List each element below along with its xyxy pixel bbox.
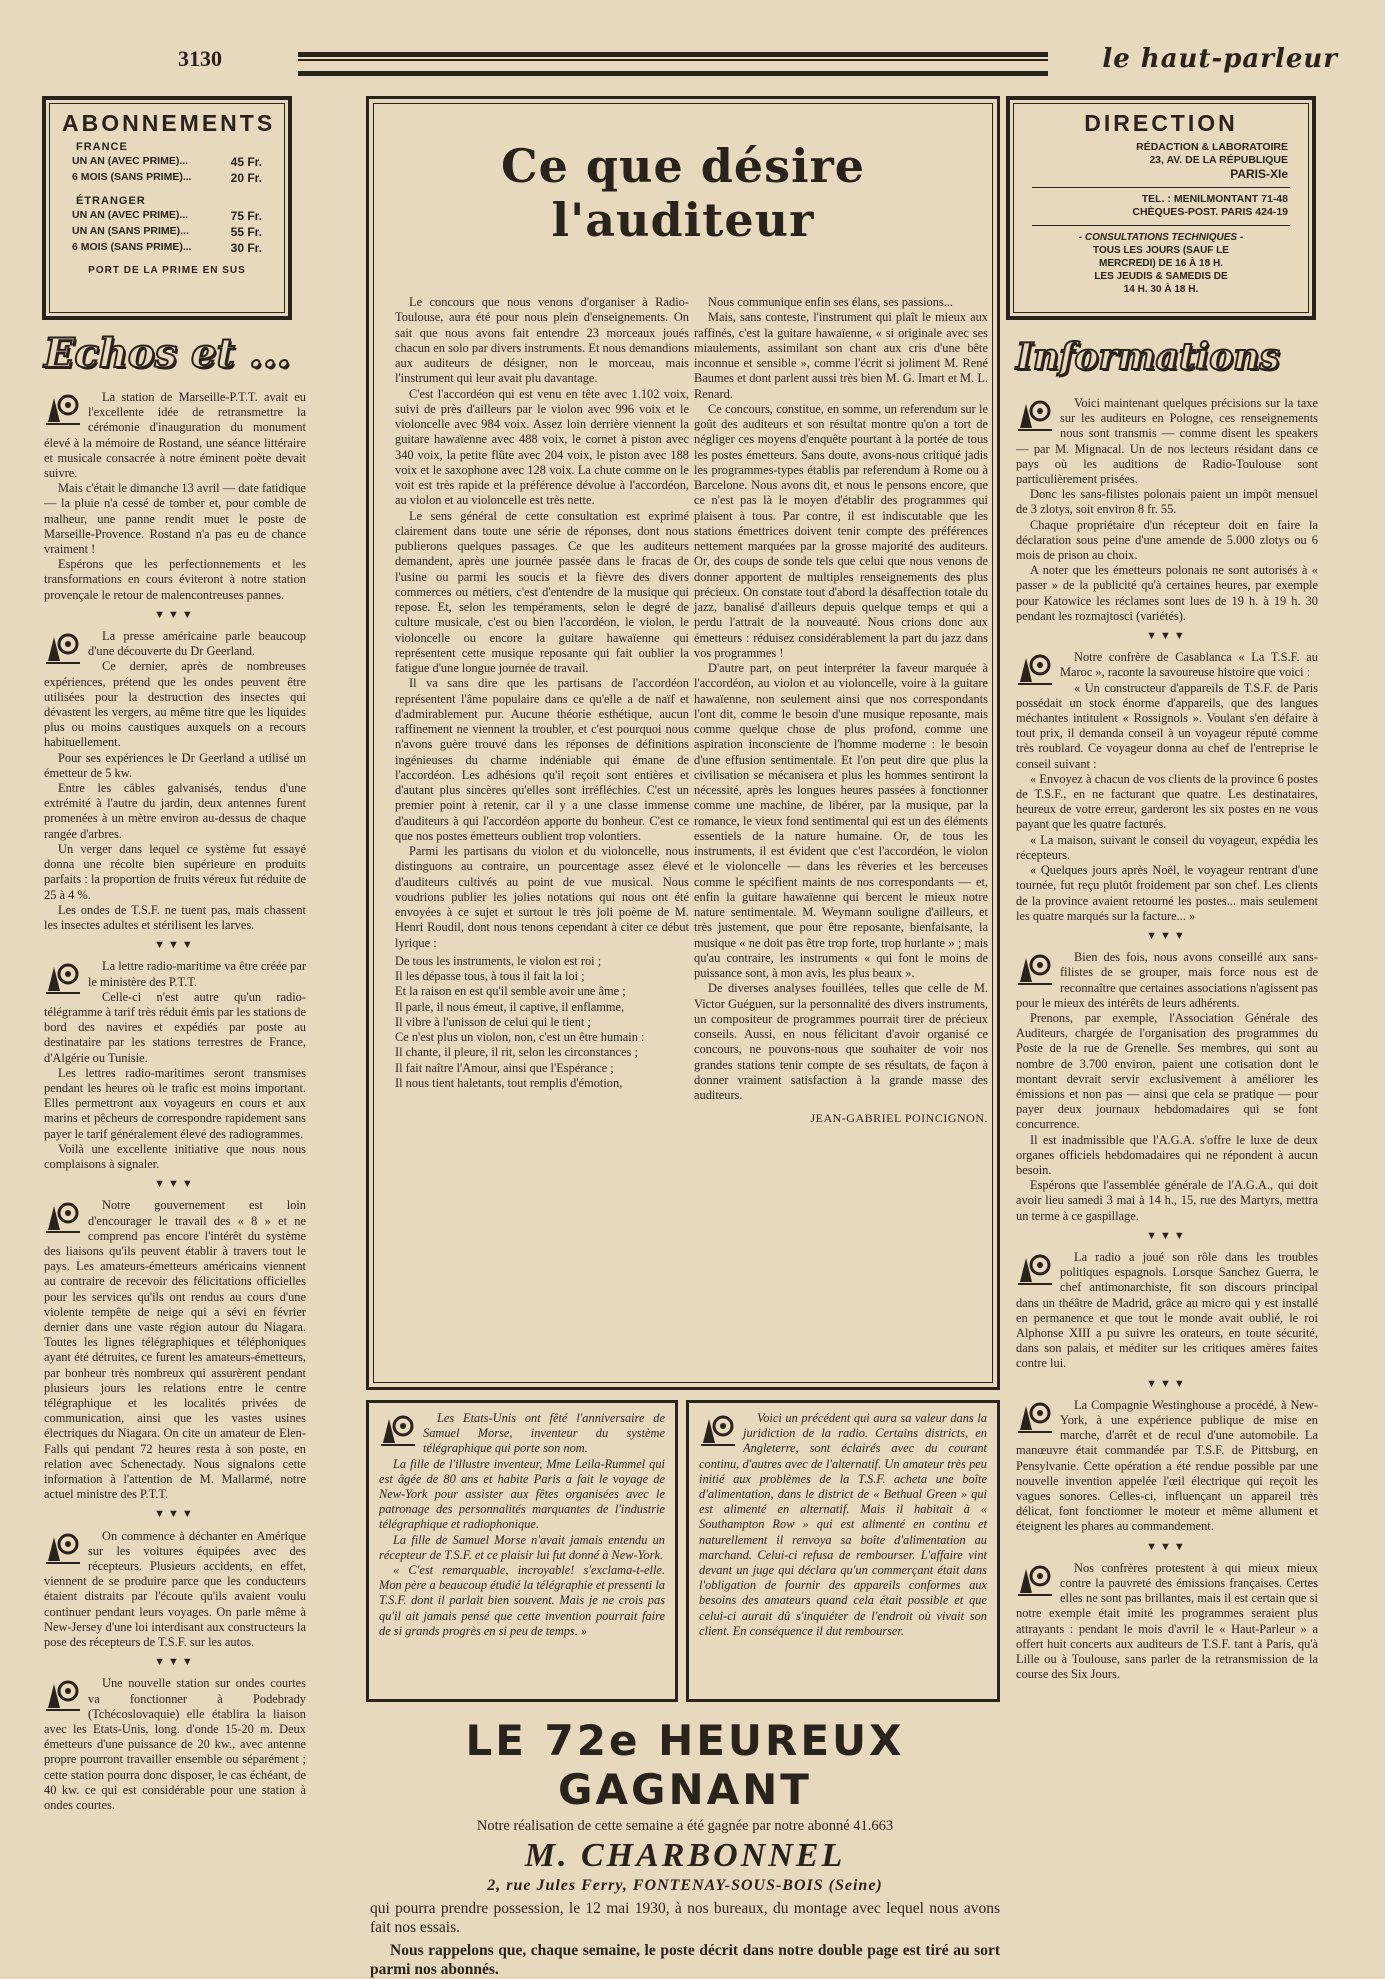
paragraph: Voici un précédent qui aura sa valeur dans la juridiction de la radio. Certains districts, en Angleterre, sont éclairés avec du courant continu, d'autres avec de l'alternatif. Un amateur très peu initié aux problèmes de la T.S.F. acheta une boîte d'alimentation, dans le district de « Bethual Green » qui est alimenté en alternatif. Mais il habitait à « Southampton Row » qui est alimenté en continu et naturellement il renvoya sa boîte d'alimentation au marchand. Celui-ci refusa de rembourser. L'affaire vint devant un juge qui déclara qu'un commerçant était dans l'obligation de fournir des appareils conformes aux besoins des amateurs quand cela était possible et que celui-ci aurait dû s'inquiéter de l'endroit où vivait son client. En conséquence il dut rembourser. — [699, 1411, 987, 1638]
paragraph: « C'est remarquable, incroyable! s'exclama-t-elle. Mon père a beaucoup étudié la télégraphie et pressenti la T.S.F. dont il parlait bien souvent. Mais je ne crois pas qu'il ait jamais pensé que cette invention pourrait faire de si grands progrès en si peu de temps. » — [379, 1563, 665, 1638]
poem-line: Il parle, il nous émeut, il captive, il enflamme, — [395, 999, 625, 1014]
winner-address: 2, rue Jules Ferry, FONTENAY-SOUS-BOIS (Seine) — [487, 1877, 883, 1894]
paragraph: Les Etats-Unis ont fêté l'anniversaire de Samuel Morse, inventeur du système télégraphique qui porte son nom. — [423, 1411, 665, 1456]
paragraph: Pour ses expériences le Dr Geerland a utilisé un émetteur de 5 kw. — [44, 750, 306, 780]
direction-line: PARIS-XIe — [1230, 167, 1288, 182]
paragraph: Espérons que les perfectionnements et les transformations en cours éviteront à notre station provençale le retour de malencontreuses pannes. — [44, 557, 306, 602]
precedent-article — [686, 1400, 1000, 1702]
speaker-horn-icon — [1016, 1563, 1054, 1597]
paragraph: Notre confrère de Casablanca « La T.S.F. au Maroc », raconte la savoureuse histoire que voici : — [1060, 650, 1318, 680]
divider — [1032, 187, 1290, 188]
speaker-horn-icon — [44, 392, 82, 426]
informations-section-title: Informations — [1016, 336, 1280, 378]
paragraph: A noter que les émetteurs polonais ne sont autorisés à « passer » de la publicité qu'à certaines heures, par exemple pour Katowice les réclames sont lues de 19 h. à 19 h. 30 pendant les rozmajtosci (variétés). — [1016, 563, 1318, 623]
telephone: TEL. : MENILMONTANT 71-48 — [1141, 193, 1288, 206]
subscriptions-footnote: PORT DE LA PRIME EN SUS — [88, 265, 246, 276]
speaker-horn-icon — [699, 1413, 737, 1447]
echos-section-title: Echos et ... — [44, 330, 291, 377]
france-heading: FRANCE — [76, 141, 128, 153]
winner-name: M. CHARBONNEL — [524, 1837, 846, 1874]
paragraph: Le concours que nous venons d'organiser à Radio-Toulouse, aura été pour nous plein d'enseignements. On sait que nous avons fait entendre 23 morceaux joués chacun en solo par divers instruments. Et nous demandions aux auditeurs de désigner, non le morceau, mais l'instrument qui leur avait plu davantage. — [395, 295, 689, 386]
speaker-horn-icon — [1016, 652, 1054, 686]
article-column-2 — [694, 295, 988, 1127]
speaker-horn-icon — [1016, 952, 1054, 986]
speaker-horn-icon — [44, 631, 82, 665]
morse-article — [366, 1400, 678, 1702]
paragraph: Chaque propriétaire d'un récepteur doit en faire la déclaration sous peine d'une amende de 5.000 zlotys ou 6 mois de prison au choix. — [1016, 517, 1318, 563]
paragraph: La lettre radio-maritime va être créée par le ministère des P.T.T. — [88, 959, 306, 989]
consultations-line: MERCREDI) DE 16 À 18 H. — [1099, 257, 1223, 269]
direction-line: RÉDACTION & LABORATOIRE — [1136, 141, 1288, 153]
divider — [1032, 225, 1290, 226]
speaker-horn-icon — [44, 1531, 82, 1565]
page-number: 3130 — [178, 46, 222, 71]
paragraph: Mais, sans conteste, l'instrument qui plaît le mieux aux raffinés, c'est la guitare hawaïenne, « si originale avec ses miaulements, assimilant son chant aux cris d'une bête inconnue et sensible », comme l'écrit si joliment M. René Baumes et dont parlent aussi très bien M. G. Imart et M. L. Renard. — [694, 310, 988, 401]
rate-value: 55 Fr. — [230, 225, 262, 239]
info-item — [1016, 1250, 1318, 1372]
poem — [395, 954, 689, 1091]
rate-value: 45 Fr. — [230, 155, 262, 169]
paragraph: On commence à déchanter en Amérique sur les voitures équipées avec des récepteurs. Plusieurs accidents, en effet, viennent de se produire parce que les conducteurs étaient distraits par l'écoute qu'ils avaient voulu continuer pendant leurs voyages. On parle même à New-Jersey d'une loi interdisant aux constructeurs la pose des récepteurs de T.S.F. sur les autos. — [44, 1528, 306, 1650]
rate-label: UN AN (AVEC PRIME)... — [72, 155, 189, 167]
paragraph: « Un constructeur d'appareils de T.S.F. de Paris possédait un stock énorme d'appareils, que des langues méchantes intitulent « Rossignols ». Voulant s'en défaire à tout prix, il demanda conseil à un voyageur réputé comme très roublard. Ce voyageur donna au chef de l'entreprise le conseil suivant : — [1016, 680, 1318, 771]
paragraph: « Quelques jours après Noël, le voyageur rentrant d'une tournée, fut reçu plutôt froidement par son chef. Les clients de la province avaient retourné les postes... mais seulement les quatre marqués sur la facture... » — [1016, 863, 1318, 923]
paragraph: Notre gouvernement est loin d'encourager le travail des « 8 » et ne comprend pas encore l'intérêt du système des liaisons qu'ils peuvent établir à travers tout le pays. Les amateurs-émetteurs américains viennent au contraire de recevoir des félicitations officielles pour les services qu'ils ont rendus au cours d'une violente tempête de neige qui a sévi en février dernier dans une vaste région autour du Niagara. Toutes les lignes télégraphiques et téléphoniques ayant été détruites, ce furent les amateurs-émetteurs, par bonheur très nombreux qui assurèrent pendant plusieurs jours les relations entre le centre télégraphique et les localités privées de communication, ainsi que les vastes usines électriques du Niagara. On cite un amateur de Elen-Falls qui pendant 72 heures resta à son poste, en relation avec Schenectady. Nous signalons cette information à l'attention de M. Mallarmé, notre actuel ministre des P.T.T. — [44, 1198, 306, 1502]
rate-row — [72, 155, 262, 169]
paragraph: Un verger dans lequel ce système fut essayé donna une récolte bien supérieure en produits parfaits : la proportion de fruits véreux fut réduite de 25 à 4 %. — [44, 841, 306, 902]
poem-line: Et la raison en est qu'il semble avoir une âme ; — [395, 984, 626, 999]
consultations-line: LES JEUDIS & SAMEDIS DE — [1094, 270, 1228, 282]
info-item — [1016, 396, 1318, 624]
paragraph: Ce concours, constitue, en somme, un referendum sur le goût des auditeurs et son résultat montre qu'on a tort de négliger ces moyens d'enquête pourtant à la portée de tous les postes émetteurs. Sans doute, avons-nous critiqué jadis les programmes-types établis par referendum à Rome ou à Barcelone. Nous avons dit, et nous le pensons encore, que ce n'est pas là le moyen d'établir des programmes qui plaisent à tous. Par contre, il est indiscutable que les stations émettrices doivent tenir compte des préférences nettement marquées par la grosse majorité des auditeurs. Or, des coups de sonde tels que celui que nous venons de donner apportent de multiples renseignements des plus précieux. On constate tout d'abord la désaffection totale du jazz, banalisé d'ailleurs depuis quelque temps et qui a perdu l'attrait de la nouveauté. Nous crions donc aux émetteurs : réduisez considérablement la part du jazz dans vos programmes ! — [694, 401, 988, 660]
rate-row — [72, 241, 262, 255]
paragraph: Espérons que l'assemblée générale de l'A.G.A., qui doit avoir lieu samedi 3 mai à 14 h., 15, rue des Martyrs, mettra un terme à ce gaspillage. — [1016, 1178, 1318, 1223]
informations-column — [1016, 396, 1318, 1682]
info-item — [1016, 1561, 1318, 1683]
separator: ▼▼▼ — [154, 1656, 196, 1669]
article-title: Ce que désire l'auditeur — [500, 139, 866, 247]
poem-line: Il vibre à l'unisson de celui qui le tient ; — [395, 1014, 591, 1029]
paragraph: Entre les câbles galvanisés, tendus d'une extrémité à l'autre du jardin, deux antennes furent promenées à un mètre environ au-dessus de chaque rangée d'arbres. — [44, 781, 306, 841]
paragraph: Il est inadmissible que l'A.G.A. s'offre le luxe de deux organes officiels hebdomadaires qui ne répondent à aucun besoin. — [1016, 1132, 1318, 1177]
speaker-horn-icon — [44, 1678, 82, 1712]
rate-label: 6 MOIS (SANS PRIME)... — [72, 241, 192, 253]
masthead: le haut-parleur — [1102, 44, 1338, 74]
paragraph: « Envoyez à chacun de vos clients de la province 6 postes de T.S.F., en ne facturant que quatre. Les destinataires, heureux de votre erreur, garderont les six postes en ne vous payant que les quatre facturés. — [1016, 771, 1318, 832]
rate-value: 30 Fr. — [230, 241, 262, 255]
paragraph: Ce dernier, après de nombreuses expériences, prétend que les ondes peuvent être utilisées pour la destruction des insectes qui dévastent les vergers, au même titre que les liquides plus ou moins caustiques auxquels on a recours habituellement. — [44, 659, 306, 750]
separator: ▼▼▼ — [154, 939, 196, 952]
speaker-horn-icon — [1016, 1400, 1054, 1434]
header-rule — [298, 52, 1048, 76]
speaker-horn-icon — [44, 1200, 82, 1234]
paragraph: La fille de Samuel Morse n'avait jamais entendu un récepteur de T.S.F. et ce plaisir lui fut donné à New-York. — [379, 1532, 665, 1562]
subscriptions-box — [42, 96, 292, 320]
paragraph: Une nouvelle station sur ondes courtes va fonctionner à Podebrady (Tchécoslovaquie) elle établira la liaison avec les Etats-Unis, long. d'onde 15-20 m. Deux émetteurs d'une puissance de 20 kw., avec antenne propre pourront travailler ensemble ou séparément ; cette station pourra donc disposer, le cas échéant, de 40 kw. ce qui est considérable pour une station à ondes courtes. — [44, 1676, 306, 1813]
winner-reminder: Nous rappelons que, chaque semaine, le poste décrit dans notre double page est tiré au sort parmi nos abonnés. — [370, 1942, 1000, 1978]
subscriptions-title: ABONNEMENTS — [62, 110, 276, 136]
paragraph: Voici maintenant quelques précisions sur la taxe sur les auditeurs en Pologne, ces renseignements nous sont transmis — comme disent les speakers — par M. Mignacal. Un de nos lecteurs résidant dans ce pays où les auditions de Radio-Toulouse sont particulièrement prisées. — [1016, 396, 1318, 487]
winner-announcement — [370, 1712, 1000, 1978]
foreign-heading: ÉTRANGER — [76, 195, 146, 207]
paragraph: Prenons, par exemple, l'Association Générale des Auditeurs, chargée de l'organisation des programmes du Poste de la rue de Grenelle. Ses membres, qui sont au nombre de 3.700 environ, paient une cotisation dont le montant devrait servir exclusivement à améliorer les émissions et non pas — ainsi que cela se pratique — pour payer deux journaux hebdomadaires qui se font concurrence. — [1016, 1010, 1318, 1132]
paragraph: Les ondes de T.S.F. ne tuent pas, mais chassent les insectes adultes et stérilisent les larves. — [44, 902, 306, 932]
paragraph: Nos confrères protestent à qui mieux mieux contre la pauvreté des émissions françaises. Certes elles ne sont pas brillantes, mais il est certain que si notre exemple était imité les programmes seraient plus attrayants : pendant le mois d'avril le « Haut-Parleur » a offert huit concerts aux auditeurs de T.S.F. tant à Paris, qu'à Lille ou à Toulouse, sans parler de la retransmission de la course des Six Jours. — [1016, 1560, 1318, 1682]
echo-item — [44, 1676, 306, 1813]
separator: ▼▼▼ — [1146, 1377, 1188, 1390]
paragraph: De diverses analyses fouillées, telles que celle de M. Victor Guéguen, sur la personnalité des divers instruments, un compositeur de programmes pourrait tirer de précieux conseils. Aussi, en nous félicitant d'avoir organisé ce concours, ne pouvons-nous que souhaiter de voir nos grandes stations tenir compte de ses résultats, de façon à donner vraiment satisfaction à la grande masse des auditeurs. — [694, 981, 988, 1102]
echo-item — [44, 1198, 306, 1502]
paragraph: Celle-ci n'est autre qu'un radio-télégramme à tarif très réduit émis par les stations de bord des navires et expédiés par poste au destinataire par les stations terrestres de France, d'Algérie ou Tunisie. — [44, 989, 306, 1065]
rate-label: UN AN (AVEC PRIME)... — [72, 209, 189, 221]
rate-label: 6 MOIS (SANS PRIME)... — [72, 171, 192, 183]
echo-item — [44, 629, 306, 933]
info-item — [1016, 1398, 1318, 1535]
separator: ▼▼▼ — [1146, 1540, 1188, 1553]
speaker-horn-icon — [1016, 1252, 1054, 1286]
winner-intro: Notre réalisation de cette semaine a été gagnée par notre abonné 41.663 — [476, 1818, 894, 1834]
paragraph: La radio a joué son rôle dans les troubles politiques espagnols. Lorsque Sanchez Guerra, le chef antimonarchiste, fit son discours principal dans un théâtre de Madrid, grâce au micro qui y est installé en permanence et que tout le monde avait oublié, le roi Alphonse XIII a pu suivre les orateurs, en toute sécurité, dans son palais, et méditer sur les critiques amères faites contre lui. — [1016, 1249, 1318, 1371]
paragraph: Bien des fois, nous avons conseillé aux sans-filistes de se grouper, mais force nous est de reconnaître que certaines associations n'agissent pas pour le mieux des intérêts de leurs adhérents. — [1016, 950, 1318, 1010]
consultations-line: 14 H. 30 À 18 H. — [1123, 283, 1199, 295]
separator: ▼▼▼ — [154, 1508, 196, 1521]
paragraph: Voilà une excellente initiative que nous nous complaisons à signaler. — [44, 1141, 306, 1171]
poem-line: Il fait naître l'Amour, ainsi que l'Espérance ; — [395, 1060, 614, 1075]
direction-title: DIRECTION — [1084, 110, 1238, 136]
consultations-line: TOUS LES JOURS (SAUF LE — [1093, 244, 1229, 256]
echo-item — [44, 1529, 306, 1651]
paragraph: La presse américaine parle beaucoup d'une découverte du Dr Geerland. — [88, 629, 306, 659]
paragraph: Parmi les partisans du violon et du violoncelle, nous distinguons au contraire, un pourcentage assez élevé d'auditeurs cultivés au point de vue musical. Nous voudrions publier les jolies notations qui nous ont été envoyées à ce sujet et surtout le très joli poème de M. Henri Roudil, dont nous tenons cependant à citer ce début lyrique : — [395, 844, 689, 950]
rate-row — [72, 225, 262, 239]
info-item — [1016, 950, 1318, 1224]
info-item — [1016, 650, 1318, 924]
paragraph: Le sens général de cette consultation est exprimé clairement dans toute une série de réponses, dont nous publierons quelques passages. Ce que les auditeurs demandent, après une journée passée dans le fracas de l'usine ou parmi les soucis et la fièvre des divers commerces ou métiers, c'est d'entendre de la musique qui repose. Et, selon les tempéraments, selon le degré de culture musicale, c'est ou bien l'accordéon, le violon, le violoncelle ou encore la guitare hawaïenne qui représentent cette musique reposante qui fait oublier la fatigue d'une longue journée de travail. — [395, 508, 689, 675]
main-article — [366, 96, 1000, 1390]
paragraph: Les lettres radio-maritimes seront transmises pendant les heures où le trafic est moins important. Elles permettront aux voyageurs en cours et aux marins et pêcheurs de correspondre rapidement sans payer le tarif généralement élevé des radiogrammes. — [44, 1065, 306, 1141]
rate-value: 20 Fr. — [230, 171, 262, 185]
rate-row — [72, 209, 262, 223]
poem-line: Il les dépasse tous, à tous il fait la loi ; — [395, 969, 585, 983]
article-signature: JEAN-GABRIEL POINCIGNON. — [810, 1111, 988, 1126]
winner-headline: LE 72e HEUREUX GAGNANT — [465, 1716, 905, 1814]
page-header — [48, 46, 1348, 78]
direction-box — [1006, 96, 1316, 320]
echos-column — [44, 390, 306, 1813]
separator: ▼▼▼ — [154, 1178, 196, 1191]
poem-line: Il chante, il pleure, il rit, selon les circonstances ; — [395, 1045, 638, 1060]
speaker-horn-icon — [1016, 398, 1054, 432]
paragraph: « La maison, suivant le conseil du voyageur, expédia les récepteurs. — [1016, 832, 1318, 862]
winner-text: qui pourra prendre possession, le 12 mai 1930, à nos bureaux, du montage avec lequel nous avons fait nos essais. — [370, 1900, 1000, 1936]
poem-line: Il nous tient haletants, tout remplis d'émotion, — [395, 1075, 623, 1090]
separator: ▼▼▼ — [154, 608, 196, 621]
paragraph: Nous communique enfin ses élans, ses passions... — [708, 295, 954, 309]
paragraph: C'est l'accordéon qui est venu en tête avec 1.102 voix, suivi de près d'ailleurs par le violon avec 996 voix et le violoncelle avec 984 voix. Assez loin derrière viennent la guitare hawaïenne avec 488 voix, le cornet à piston avec 340 voix, la petite flûte avec 204 voix, le piston avec 188 voix et le saxophone avec 128 voix. La chute comme on le voit est très rapide et la préférence dévolue à l'accordéon, au violon et au violoncelle est très nette. — [395, 386, 689, 508]
article-column-1 — [395, 295, 689, 1094]
echo-item — [44, 959, 306, 1172]
paragraph: La station de Marseille-P.T.T. avait eu l'excellente idée de retransmettre la cérémonie d'inauguration du monument élevé à la mémoire de Rostand, une séance littéraire et musicale consacrée à notre éminent poète devait suivre. — [44, 390, 306, 481]
paragraph: La Compagnie Westinghouse a procédé, à New-York, à une expérience publique de mise en marche, d'arrêt et de recul d'une automobile. La manœuvre était commandée par T.S.F. de Pittsburg, en Pensylvanie. Cette opération a été rendue possible par une nouvelle invention appelée l'œil électrique qui reçoit les vagues sonores. Celles-ci, influençant un appareil très délicat, font fonctionner le moteur et même allument et éteignent les phares au commandement. — [1016, 1397, 1318, 1534]
echo-item — [44, 390, 306, 603]
separator: ▼▼▼ — [1146, 630, 1188, 643]
cheques: CHÈQUES-POST. PARIS 424-19 — [1132, 206, 1288, 219]
speaker-horn-icon — [379, 1413, 417, 1447]
paragraph: Mais c'était le dimanche 13 avril — date fatidique — la pluie n'a cessé de tomber et, pour comble de malheur, une panne rendit muet le poste de Marseille-Provence. Rostand n'a pas eu de chance vraiment ! — [44, 481, 306, 557]
direction-line: 23, AV. DE LA RÉPUBLIQUE — [1149, 154, 1288, 167]
poem-line: De tous les instruments, le violon est roi ; — [395, 953, 602, 968]
paragraph: La fille de l'illustre inventeur, Mme Leila-Rummel qui est âgée de 80 ans et habite Paris a fait le voyage de New-York pour assister aux fêtes organisées avec le patronage des personnalités marquantes de l'industrie télégraphique et radiophonique. — [379, 1456, 665, 1532]
paragraph: D'autre part, on peut interpréter la faveur marquée à l'accordéon, au violon et au violoncelle, voire à la guitare hawaïenne, non seulement ainsi que nos correspondants l'ont dit, comme le besoin d'une musique reposante, mais comme quelque chose de plus profond, comme une aspiration inconsciente de l'homme moderne : le besoin d'une effusion sentimentale. Et l'on peut dire que plus la civilisation se mécanisera et plus les hommes sentiront la nécessité, après les longues heures passées à fonctionner comme une machine, de libérer, par la musique, par la romance, le vieux fond sentimental qui est un des éléments essentiels de la nature humaine. Or, de tous les instruments, il est évident que c'est l'accordéon, le violon et le violoncelle — dans les rêveries et les berceuses comme le spécifient maints de nos correspondants — et, enfin la guitare hawaïenne qui bercent le mieux notre nature sentimentale. M. Weymann souligne d'ailleurs, et très justement, que pour être reposante, bienfaisante, la musique « ne doit pas être trop forte, trop hurlante » ; mais qu'au contraire, les instruments « qui font le moins de puissance sont, à mon avis, les plus beaux ». — [694, 661, 988, 980]
separator: ▼▼▼ — [1146, 929, 1188, 942]
consultations-heading: - CONSULTATIONS TECHNIQUES - — [1078, 231, 1244, 243]
paragraph: Il va sans dire que les partisans de l'accordéon représentent l'âme populaire dans ce qu'elle a de naïf et d'admirablement pur. Aucune théorie esthétique, aucun raffinement ne viennent la troubler, et c'est pourquoi nous n'avons guère trouvé dans les réponses de définitions ingénieuses du charme indéniable qui émane de l'accordéon. Les adhésions qu'il reçoit sont entières et d'autant plus sincères qu'elles sont irréfléchies. C'est un premier point à retenir, car il y a une classe immense d'auditeurs à qui l'accordéon apporte du bonheur. C'est ce que nos postes émetteurs oublient trop volontiers. — [395, 676, 689, 843]
rate-row — [72, 171, 262, 185]
paragraph: Donc les sans-filistes polonais paient un impôt mensuel de 3 zlotys, soit environ 8 fr. 55. — [1016, 487, 1318, 517]
rate-value: 75 Fr. — [230, 209, 262, 223]
rate-label: UN AN (SANS PRIME)... — [72, 225, 189, 237]
speaker-horn-icon — [44, 961, 82, 995]
separator: ▼▼▼ — [1146, 1229, 1188, 1242]
poem-line: Ce n'est plus un violon, non, c'est un être humain : — [395, 1030, 645, 1044]
